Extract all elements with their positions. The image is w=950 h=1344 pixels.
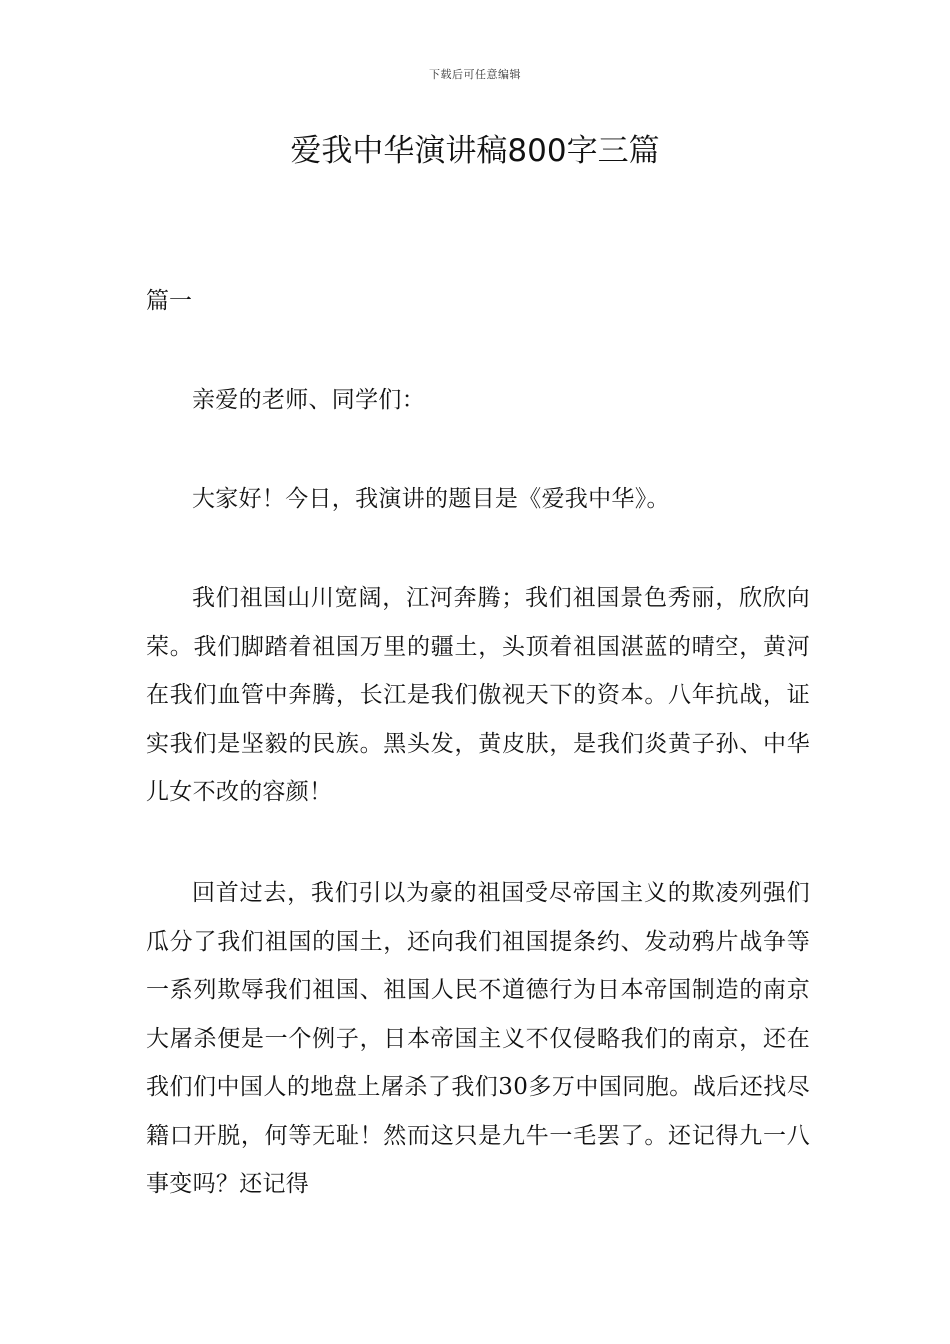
paragraph-greeting: 亲爱的老师、同学们： (192, 387, 425, 413)
document-title: 爱我中华演讲稿800字三篇 (290, 133, 660, 169)
paragraph-history: 回首过去，我们引以为豪的祖国受尽帝国主义的欺凌列强们瓜分了我们祖国的国土，还向我们祖国提条约、发动鸦片战争等一系列欺辱我们祖国、祖国人民不道德行为日本帝国制造的南京大屠杀便是一个例子，日本帝国主义不仅侵略我们的南京，还在我们们中国人的地盘上屠杀了我们30多万中国同胞。战后还找尽籍口开脱，何等无耻！然而这只是九牛一毛罢了。还记得九一八事变吗？还记得 (146, 880, 810, 1197)
paragraph-intro: 大家好！今日，我演讲的题目是《爱我中华》。 (192, 486, 670, 512)
paragraph-motherland: 我们祖国山川宽阔，江河奔腾；我们祖国景色秀丽，欣欣向荣。我们脚踏着祖国万里的疆土，头顶着祖国湛蓝的晴空，黄河在我们血管中奔腾，长江是我们傲视天下的资本。八年抗战，证实我们是坚毅的民族。黑头发，黄皮肤，是我们炎黄子孙、中华儿女不改的容颜！ (146, 585, 810, 805)
header-note: 下载后可任意编辑 (429, 68, 521, 81)
section-label: 篇一 (146, 288, 192, 314)
